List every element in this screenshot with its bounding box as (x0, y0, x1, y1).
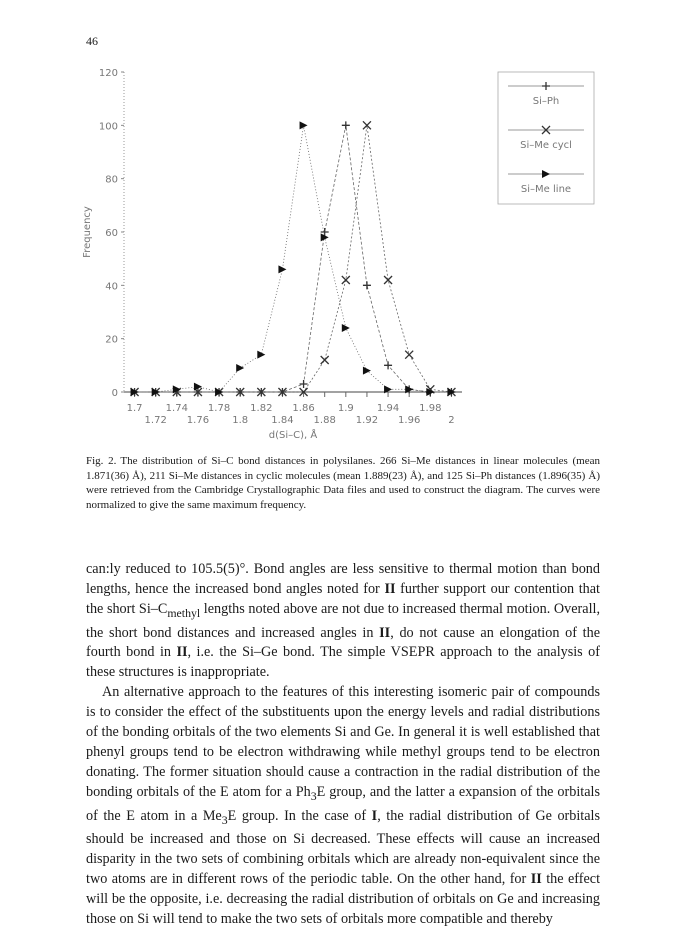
x-tick-label: 1.76 (186, 415, 210, 426)
x-tick-label: 1.96 (398, 415, 421, 426)
x-tick-label: 1.86 (292, 403, 315, 414)
series-line (135, 125, 452, 392)
data-point (300, 380, 308, 388)
y-tick-label: 40 (105, 281, 118, 293)
figure-caption (86, 454, 600, 512)
series-line (135, 125, 452, 392)
series-line (135, 125, 452, 392)
x-tick-label: 1.8 (232, 415, 249, 426)
x-tick-label: 1.92 (355, 415, 379, 426)
x-tick-label: 1.82 (250, 403, 273, 414)
y-tick-label: 20 (105, 334, 118, 346)
data-point (278, 265, 286, 273)
series-Si–Me line (131, 121, 456, 396)
figure-caption-text: The distribution of Si–C bond distances in polysilanes. 266 Si–Me distances in linear molecules (mean 1.871(36) Å), 211 Si–Me distances in cyclic molecules (mean 1.889(23) Å), and 125 Si–Ph distances (1.896(35) Å) were retrieved from the Cambridge Crystallographic Data files and used to construct the diagram. The curves were normalized to give the same maximum frequency. (86, 455, 600, 511)
data-point (300, 121, 308, 129)
data-point (257, 351, 265, 359)
data-point (342, 121, 350, 129)
body-text (86, 560, 600, 930)
x-tick-label: 1.84 (271, 415, 294, 426)
series-Si–Ph (131, 121, 456, 396)
legend-label: Si–Ph (532, 96, 560, 107)
x-tick-label: 1.88 (313, 415, 336, 426)
y-axis-label: Frequency (82, 206, 93, 258)
x-tick-label: 1.9 (337, 403, 354, 414)
x-tick-label: 1.72 (144, 415, 167, 426)
figure-caption-label: Fig. 2. (86, 455, 117, 467)
chart-series (131, 121, 456, 396)
data-point (363, 281, 371, 289)
paragraph-2: An alternative approach to the features of this interesting isomeric pair of compounds is to consider the effect of the substituents upon the energy levels and radial distributions of the bonding orbitals of the two elements Si and Ge. In general it is well established that phenyl groups tend to be electron withdrawing while methyl groups tend to be electron donating. The former situation should cause a contraction in the radial distribution of the bonding orbitals of the E atom for a $Ph_3E$ group, and the latter a expansion of the orbitals of the E atom in a $Me_3E$ group. In the case of I, the radial distribution of Ge orbitals should be increased and those on Si decreased. These effects will cause an increased disparity in the two sets of combining orbitals which are already non-equivalent since the two atoms are in different rows of the periodic table. On the other hand, for II the effect will be the opposite, i.e. decreasing the radial distribution of orbitals on Ge and increasing those on Si will tend to make the two sets of orbitals more compatible and thereby (86, 684, 601, 927)
data-point (363, 367, 371, 375)
x-tick-label: 1.78 (207, 403, 231, 414)
y-tick-label: 60 (105, 228, 118, 239)
series-Si–Me cycl (131, 121, 456, 396)
x-tick-label: 1.7 (126, 403, 143, 414)
y-tick-label: 80 (105, 174, 118, 186)
y-tick-label: 0 (111, 388, 118, 399)
x-tick-label: 1.98 (419, 403, 442, 414)
legend-label: Si–Me cycl (520, 140, 572, 151)
data-point (236, 364, 244, 372)
data-point (405, 351, 413, 359)
legend-label: Si–Me line (520, 184, 572, 195)
x-axis-label: d(Si–C), Å (268, 430, 318, 441)
x-tick-label: 1.74 (165, 403, 188, 414)
y-tick-label: 120 (98, 68, 118, 79)
data-point (321, 356, 329, 364)
y-tick-label: 100 (98, 121, 118, 133)
paragraph-1: can:ly reduced to 105.5(5)°. Bond angles are less sensitive to thermal motion than bond lengths, hence the increased bond angles noted for II further support our contention that the short $Si-C_{methyl}$ lengths noted above are not due to increased thermal motion. Overall, the short bond distances and increased angles in II, do not cause an elongation of the fourth bond in II, i.e. the Si–Ge bond. The simple VSEPR approach to the analysis of these structures is inappropriate. (86, 561, 600, 681)
data-point (384, 276, 392, 284)
data-point (342, 324, 350, 332)
page-number: 46 (86, 34, 98, 48)
x-tick-label: 1.94 (376, 403, 400, 414)
x-tick-label: 2 (448, 415, 455, 426)
chart-legend (498, 72, 594, 204)
frequency-chart (0, 0, 680, 450)
